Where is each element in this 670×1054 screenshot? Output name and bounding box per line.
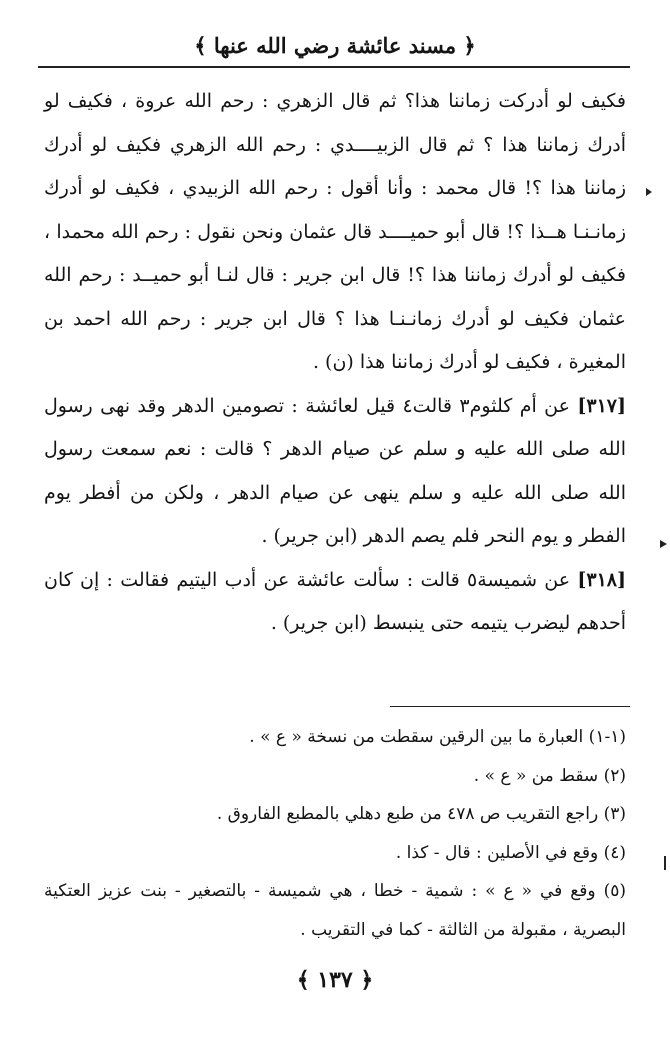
page-number: ﴿ ١٣٧ ﴾: [296, 967, 374, 993]
footnote-5: (٥) وقع في « ع » : شمية - خطا ، هي شميسة - بالتصغير - بنت عزيز العتكية البصرية ، مقبولة من الثالثة - كما في التقريب .: [44, 881, 626, 940]
running-header: ﴿ مسند عائشة رضي الله عنها ﴾: [194, 33, 476, 58]
header-rule: [38, 66, 630, 68]
footnote-1: (١-١) العبارة ما بين الرقين سقطت من نسخة « ع » .: [249, 727, 626, 747]
footnote-2: (٢) سقط من « ع » .: [473, 765, 626, 786]
footnote-3: (٣) راجع التقريب ص ٤٧٨ من طبع دهلي بالمطبع الفاروق .: [216, 804, 626, 824]
hadith-number: [٣١٨]: [577, 568, 626, 591]
main-text: [44, 80, 626, 646]
footnote-4: (٤) وقع في الأصلين : قال - كذا .: [395, 842, 626, 863]
paragraph-continued: فكيف لو أدركت زماننا هذا؟ ثم قال الزهري : رحم الله عروة ، فكيف لو أدرك زماننا هذا ؟ ثم قال الزبيــــدي : رحم الله الزهري فكيف لو أدرك زماننا هذا ؟! قال محمد : وأنا أقول : رحم الله الزبيدي ، فكيف لو أدرك زمانـنـا هــذا ؟! قال أبو حميــــد قال عثمان ونحن نقول : رحم الله محمدا ، فكيف لو أدرك زماننا هذا ؟! قال ابن جرير : قال لنـا أبو حميــد : رحم الله عثمان فكيف لو أدرك زمانـنـا هذا ؟ قال ابن جرير : رحم الله احمد بن المغيرة ، فكيف لو أدرك زماننا هذا (ن) .: [44, 90, 626, 373]
margin-arrow-mark: [646, 188, 652, 196]
hadith-text: عن شميسة٥ قالت : سألت عائشة عن أدب اليتيم فقالت : إن كان أحدهم ليضرب يتيمه حتى ينبسط (ابن جرير) .: [44, 568, 626, 634]
footnotes: [44, 718, 626, 949]
margin-arrow-mark: [660, 540, 667, 548]
hadith-text: عن أم كلثوم٣ قالت٤ قيل لعائشة : تصومين الدهر وقد نهى رسول الله صلى الله عليه و سلم عن صيام الدهر ؟ قالت : نعم سمعت رسول الله صلى الله عليه و سلم ينهى عن صيام الدهر ، ولكن من أفطر يوم الفطر و يوم النحر فلم يصم الدهر (ابن جرير) .: [44, 394, 626, 547]
hadith-317: [44, 385, 626, 559]
footnote-rule: [390, 706, 630, 707]
margin-tick-mark: [664, 856, 666, 870]
hadith-number: [٣١٧]: [577, 394, 627, 417]
hadith-318: [44, 559, 626, 646]
